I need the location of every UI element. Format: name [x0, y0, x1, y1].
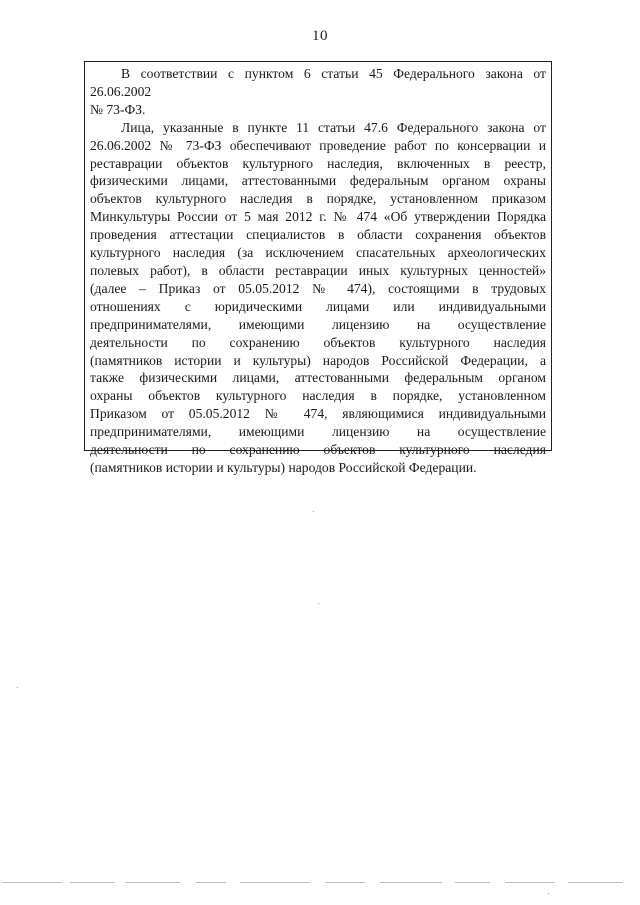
paragraph-2 — [90, 119, 546, 477]
paragraph-2-line: полевых работ), в области реставрации иных культурных ценностей» — [90, 262, 546, 278]
bordered-text-box — [84, 61, 552, 475]
scan-speck — [17, 687, 18, 688]
paragraph-2-line: деятельности по сохранению объектов культурного наследия — [90, 442, 546, 458]
paragraph-2-line: предпринимателями, имеющими лицензию на осуществление — [90, 424, 546, 440]
paragraph-2-line: охраны объектов культурного наследия в порядке, установленном — [90, 388, 546, 404]
paragraph-2-line: также физическими лицами, аттестованными федеральным органом — [90, 370, 546, 386]
paragraph-2-line: деятельности по сохранению объектов культурного наследия — [90, 334, 546, 350]
paragraph-2-line: (далее – Приказ от 05.05.2012 № 474), состоящими в трудовых — [90, 280, 546, 296]
paragraph-2-line: культурного наследия (за исключением спасательных археологических — [90, 245, 546, 261]
paragraph-2-line: предпринимателями, имеющими лицензию на осуществление — [90, 316, 546, 332]
scan-artifact-line — [0, 882, 640, 884]
paragraph-2-line: 26.06.2002 № 73-ФЗ обеспечивают проведение работ по консервации и — [90, 137, 546, 153]
paragraph-2-line: (памятников истории и культуры) народов Российской Федерации. — [90, 459, 477, 475]
paragraph-2-line: Минкультуры России от 5 мая 2012 г. № 474 «Об утверждении Порядка — [90, 209, 546, 225]
scan-speck — [318, 603, 319, 604]
paragraph-2-line: Приказом от 05.05.2012 № 474, являющимися индивидуальными — [90, 406, 546, 422]
scan-speck — [313, 511, 314, 512]
paragraph-2-line: объектов культурного наследия в порядке, установленном приказом — [90, 191, 546, 207]
paragraph-1-line-1: В соответствии с пунктом 6 статьи 45 Федерального закона от — [121, 66, 546, 81]
paragraph-1-line-3: № 73-ФЗ. — [90, 101, 146, 117]
paragraph-2-line: реставрации объектов культурного наследия, включенных в реестр, — [90, 155, 546, 171]
paragraph-1-line-2: 26.06.2002 — [90, 83, 152, 99]
paragraph-2-line: физическими лицами, аттестованными федеральным органом охраны — [90, 173, 546, 189]
paragraph-2-line: Лица, указанные в пункте 11 статьи 47.6 Федерального закона от — [121, 119, 546, 135]
scan-speck — [548, 893, 549, 894]
paragraph-2-line: отношениях с юридическими лицами или индивидуальными — [90, 298, 546, 314]
paragraph-2-line: (памятников истории и культуры) народов Российской Федерации, а — [90, 352, 546, 368]
paragraph-1 — [90, 65, 546, 119]
page-number: 10 — [312, 28, 328, 44]
paragraph-2-line: проведения аттестации специалистов в области сохранения объектов — [90, 227, 546, 243]
